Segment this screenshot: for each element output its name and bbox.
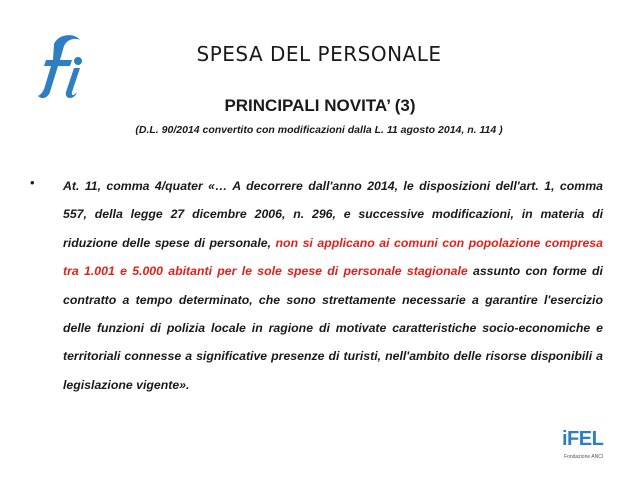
bullet-text-part3: assunto con forme di contratto a tempo determinato, che sono strettamente necessarie a garantire l'esercizio delle funzioni di polizia locale in ragione di motivate caratteristiche socio-economiche e territoriali connesse a significative presenze di turisti, nell'ambito delle risorse disponibili a legislazione vigente». — [63, 264, 603, 392]
ifel-logo — [562, 428, 624, 468]
law-reference: (D.L. 90/2014 convertito con modificazioni dalla L. 11 agosto 2014, n. 114 ) — [135, 124, 503, 136]
bullet-text-highlight: non si applicano ai comuni con popolazione compresa tra 1.001 e 5.000 abitanti per le sole spese di personale stagionale — [63, 235, 603, 279]
slide-title: SPESA DEL PERSONALE — [196, 42, 442, 66]
ifel-logo-text: iFEL — [562, 428, 604, 450]
bullet-marker: • — [30, 175, 35, 190]
bullet-text — [63, 172, 603, 399]
bullet-text-part1: At. 11, comma 4/quater «… A decorrere dall'anno 2014, le disposizioni dell'art. 1, comma 557, della legge 27 dicembre 2006, n. 296, e successive modificazioni, in materia di riduzione delle spese di personale, — [63, 179, 603, 250]
ifel-logo-tagline: Fondazione ANCI — [564, 454, 604, 460]
slide-subtitle: PRINCIPALI NOVITA’ (3) — [224, 96, 416, 115]
